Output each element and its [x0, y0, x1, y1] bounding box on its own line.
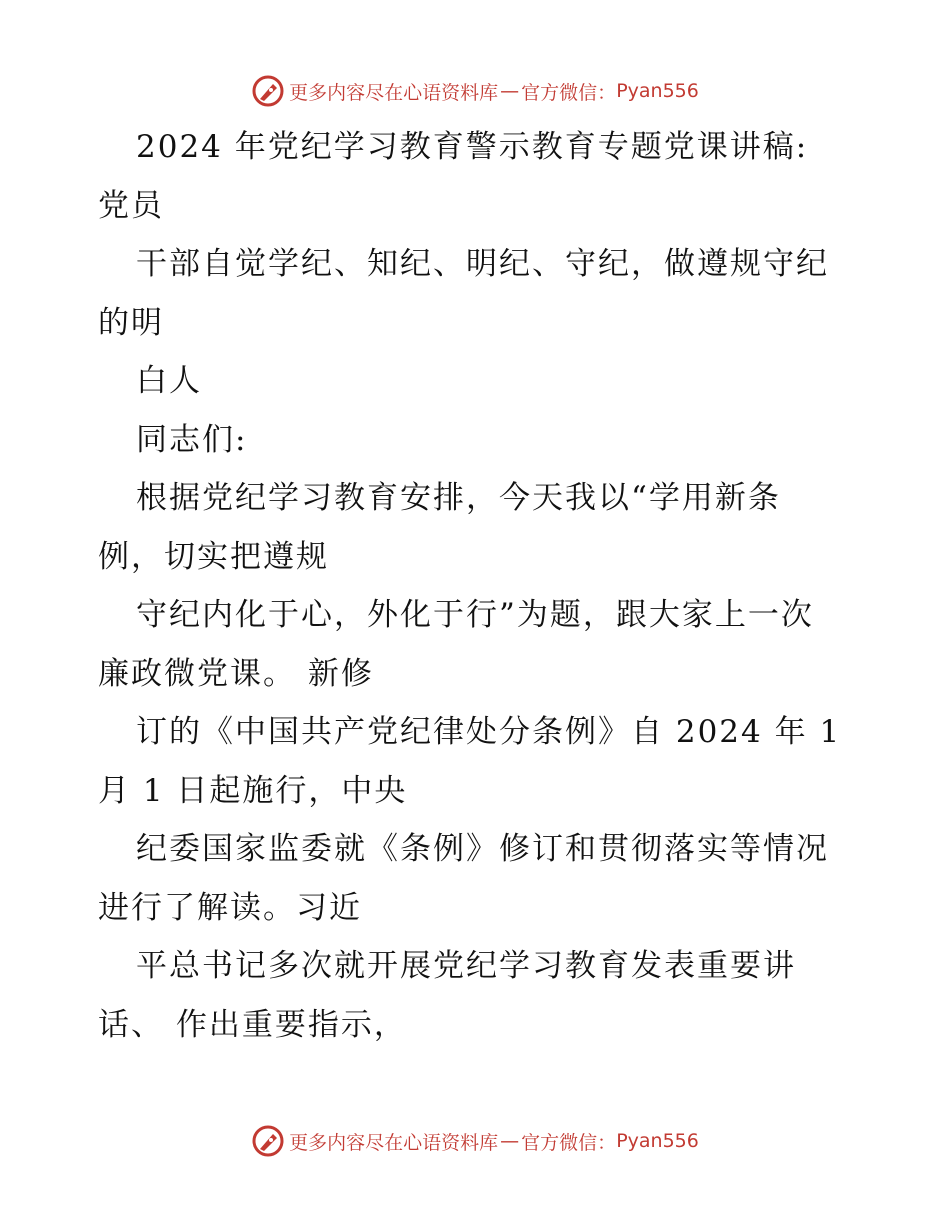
paragraph-line: 月 1 日起施行，中央	[98, 772, 408, 809]
paragraph-line: 话、 作出重要指示，	[98, 1006, 407, 1043]
watermark-site-text: 更多内容尽在心语资料库	[289, 81, 499, 104]
pen-nib-logo-icon	[251, 74, 285, 108]
paragraph-line: 进行了解读。习近	[98, 889, 362, 926]
paragraph-line: 廉政微党课。 新修	[98, 655, 374, 692]
watermark-site-text: 更多内容尽在心语资料库	[289, 1131, 499, 1154]
title-line-2: 党员	[98, 187, 164, 224]
paragraph-line: 守纪内化于心，外化于行”为题，跟大家上一次	[136, 597, 814, 633]
watermark-wechat-id: Pyan556	[616, 80, 699, 102]
watermark-dash: —	[500, 1130, 520, 1152]
paragraph-line: 平总书记多次就开展党纪学习教育发表重要讲	[136, 948, 796, 984]
paragraph-line: 根据党纪学习教育安排，今天我以“学用新条	[136, 480, 781, 516]
salutation: 同志们:	[136, 421, 248, 458]
footer-watermark	[0, 1124, 950, 1158]
paragraph-line: 订的《中国共产党纪律处分条例》自 2024 年 1	[136, 714, 842, 750]
title-line-3: 干部自觉学纪、知纪、明纪、守纪，做遵规守纪	[136, 246, 829, 282]
watermark-wechat-label: 官方微信：	[521, 1131, 617, 1154]
paragraph-line: 例，切实把遵规	[98, 538, 329, 575]
watermark-dash: —	[500, 80, 520, 102]
watermark-wechat-id: Pyan556	[616, 1130, 699, 1152]
title-line-1: 2024 年党纪学习教育警示教育专题党课讲稿:	[136, 129, 809, 165]
title-line-4: 的明	[98, 304, 164, 341]
header-watermark	[0, 74, 950, 108]
pen-nib-logo-icon	[251, 1124, 285, 1158]
watermark-wechat-label: 官方微信：	[521, 81, 617, 104]
paragraph-line: 纪委国家监委就《条例》修订和贯彻落实等情况	[136, 831, 829, 867]
document-body	[98, 118, 858, 1054]
title-line-5: 白人	[136, 363, 202, 399]
